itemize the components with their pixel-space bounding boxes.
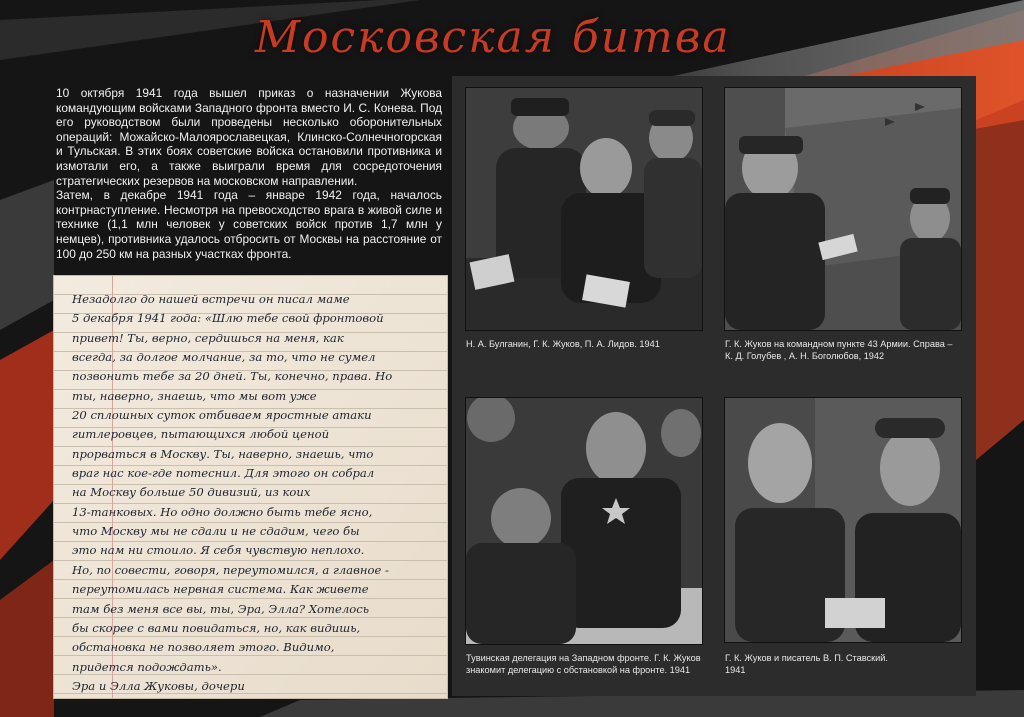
photo-1-illustration <box>466 88 702 330</box>
letter-text: Незадолго до нашей встречи он писал маме 5 декабря 1941 года: «Шлю тебе свой фронтовой привет! Ты, верно, сердишься на меня, как всегда, за долгое молчание, за то, что не сумел позвонить тебе за 20 дней. Ты, конечно, права. Но ты, наверно, знаешь, что мы вот уже 20 сплошных суток отбиваем яростные атаки гитлеровцев, пытающихся любой ценой прорваться в Москву. Ты, наверно, знаешь, что враг нас кое-где потеснил. Для этого он собрал на Москву больше 50 дивизий, из коих 13-танковых. Но одно должно быть тебе ясно, что Москву мы не сдали и не сдадим, чего бы это нам ни стоило. Я себя чувствую неплохо. Но, по совести, говоря, переутомился, а главное - переутомилась нервная система. Как живете там без меня все вы, ты, Эра, Элла? Хотелось бы скорее с вами повидаться, но, как видишь, обстановка не позволяет этого. Видимо, придется подождать». Эра и Элла Жуковы, дочери <box>72 292 393 693</box>
photo-1-caption: Н. А. Булганин, Г. К. Жуков, П. А. Лидов. 1941 <box>466 339 660 349</box>
photo-zhukov-43-army <box>725 88 961 330</box>
photo-panel <box>452 76 976 696</box>
intro-text <box>56 86 442 261</box>
page-title: Московская битва <box>255 12 731 63</box>
red-brush-bottom-left <box>0 560 54 717</box>
red-brush-right-edge <box>976 100 1024 460</box>
photo-3-caption: Тувинская делегация на Западном фронте. Г. К. Жуков знакомит делегацию с обстановкой на фронте. 1941 <box>466 653 701 675</box>
photo-4-illustration <box>725 398 961 642</box>
intro-paragraph-2: Затем, в декабре 1941 года – январе 1942 года, началось контрнаступление. Несмотря на превосходство врага в живой силе и технике (1,1 млн человек у советских войск против 1,7 млн у немцев), противника удалось отбросить от Москвы на расстояние от 100 до 250 км на разных участках фронта. <box>56 188 442 261</box>
photo-tuva-delegation <box>466 398 702 644</box>
photo-4-caption: Г. К. Жуков и писатель В. П. Ставский. 1941 <box>725 653 888 675</box>
handwritten-letter <box>54 276 447 698</box>
red-brush-left <box>0 330 54 560</box>
photo-3-illustration <box>466 398 702 644</box>
grey-brush-left <box>0 180 54 330</box>
photo-bulganin-zhukov-lidov <box>466 88 702 330</box>
intro-paragraph-1: 10 октября 1941 года вышел приказ о назначении Жукова командующим войсками Западного фронта вместо И. С. Конева. Под его руководством были проведены несколько оборонительных операций: Можайско-Малоярославецкая, Клинско-Солнечногорская и Тульская. В этих боях советские войска остановили противника и измотали его, а также выиграли время для сосредоточения стратегических резервов на московском направлении. <box>56 86 442 188</box>
photo-2-caption: Г. К. Жуков на командном пункте 43 Армии. Справа – К. Д. Голубев , А. Н. Боголюбов, 1942 <box>725 339 953 361</box>
photo-2-illustration <box>725 88 961 330</box>
photo-zhukov-stavsky <box>725 398 961 642</box>
